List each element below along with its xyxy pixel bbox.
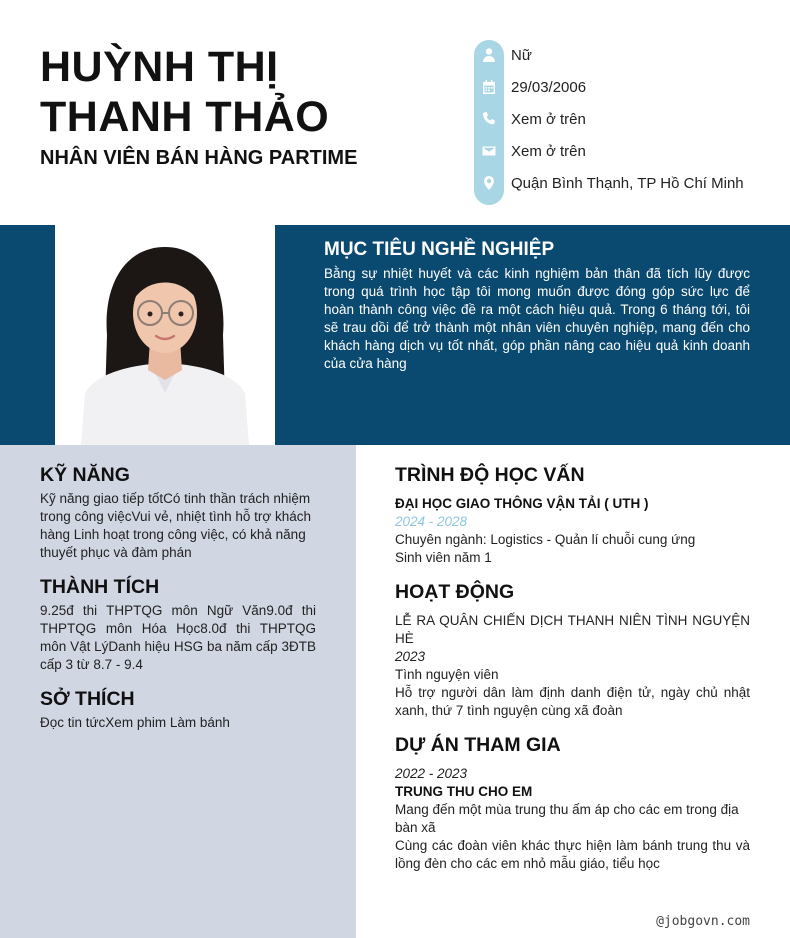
footer-watermark: @jobgovn.com [656, 914, 750, 929]
birthday-text: 29/03/2006 [511, 78, 587, 96]
activity-year: 2023 [395, 649, 426, 664]
project-desc-1: Mang đến một mùa trung thu ấm áp cho các em trong địa bàn xã [395, 802, 739, 835]
education-year: Sinh viên năm 1 [395, 550, 492, 565]
skills-text: Kỹ năng giao tiếp tốtCó tinh thần trách nhiệm trong công việcVui vẻ, nhiệt tình hỗ trợ khách hàng Linh hoạt trong công việc, có khả năng thuyết phục và đàm phán [40, 491, 312, 560]
contact-address [474, 168, 744, 198]
skills-title: KỸ NĂNG [40, 464, 130, 486]
person-icon [474, 40, 504, 70]
contact-email [474, 136, 586, 166]
contact-gender [474, 40, 532, 70]
objective-text: Bằng sự nhiệt huyết và các kinh nghiệm bản thân đã tích lũy được trong quá trình học tập tôi mong muốn được đóng góp sức lực để hoàn thành công việc đề ra một cách hiệu quả. Trong 6 tháng tới, tôi sẽ trau dồi để trở thành một nhân viên chuyên nghiệp, mang đến cho khách hàng dịch vụ tốt nhất, góp phần nâng cao hiệu quả kinh doanh của cửa hàng [324, 266, 750, 371]
candidate-name [40, 42, 450, 142]
name-line-1: HUỲNH THỊ [40, 43, 279, 91]
projects-title: DỰ ÁN THAM GIA [395, 734, 561, 756]
education-major: Chuyên ngành: Logistics - Quản lí chuỗi cung ứng [395, 532, 696, 547]
education-school: ĐẠI HỌC GIAO THÔNG VẬN TẢI ( UTH ) [395, 496, 649, 511]
hobbies-title: SỞ THÍCH [40, 688, 135, 710]
mail-icon [474, 136, 504, 166]
activity-name: LỄ RA QUÂN CHIẾN DỊCH THANH NIÊN TÌNH NGUYỆN HÈ [395, 613, 750, 646]
phone-text: Xem ở trên [511, 110, 586, 128]
phone-icon [474, 104, 504, 134]
email-text: Xem ở trên [511, 142, 586, 160]
contact-birthday [474, 72, 586, 102]
education-period: 2024 - 2028 [395, 514, 468, 529]
project-name: TRUNG THU CHO EM [395, 784, 533, 799]
gender-text: Nữ [511, 46, 532, 64]
activity-role: Tình nguyện viên [395, 667, 499, 682]
contact-phone [474, 104, 586, 134]
location-pin-icon [474, 168, 504, 198]
address-text: Quận Bình Thạnh, TP Hồ Chí Minh [511, 174, 744, 192]
activities-title: HOẠT ĐỘNG [395, 581, 515, 603]
project-period: 2022 - 2023 [395, 766, 468, 781]
achievements-text: 9.25đ thi THPTQG môn Ngữ Văn9.0đ thi THPTQG môn Hóa Học8.0đ thi THPTQG môn Vật LýDanh hiệu HSG ba năm cấp 3ĐTB cấp 3 từ 8.7 - 9.4 [40, 603, 316, 672]
project-desc-2: Cùng các đoàn viên khác thực hiện làm bánh trung thu và lồng đèn cho các em nhỏ mẫu giáo, tiểu học [395, 838, 750, 871]
position-title: NHÂN VIÊN BÁN HÀNG PARTIME [40, 147, 358, 169]
activity-desc: Hỗ trợ người dân làm định danh điện tử, ngày chủ nhật xanh, thứ 7 tình nguyện cùng xã đoàn [395, 685, 750, 718]
calendar-icon [474, 72, 504, 102]
objective-title: MỤC TIÊU NGHỀ NGHIỆP [324, 239, 555, 260]
education-title: TRÌNH ĐỘ HỌC VẤN [395, 464, 585, 486]
profile-photo [55, 225, 275, 445]
hobbies-text: Đọc tin tứcXem phim Làm bánh [40, 715, 230, 730]
name-line-2: THANH THẢO [40, 93, 330, 141]
achievements-title: THÀNH TÍCH [40, 576, 160, 598]
